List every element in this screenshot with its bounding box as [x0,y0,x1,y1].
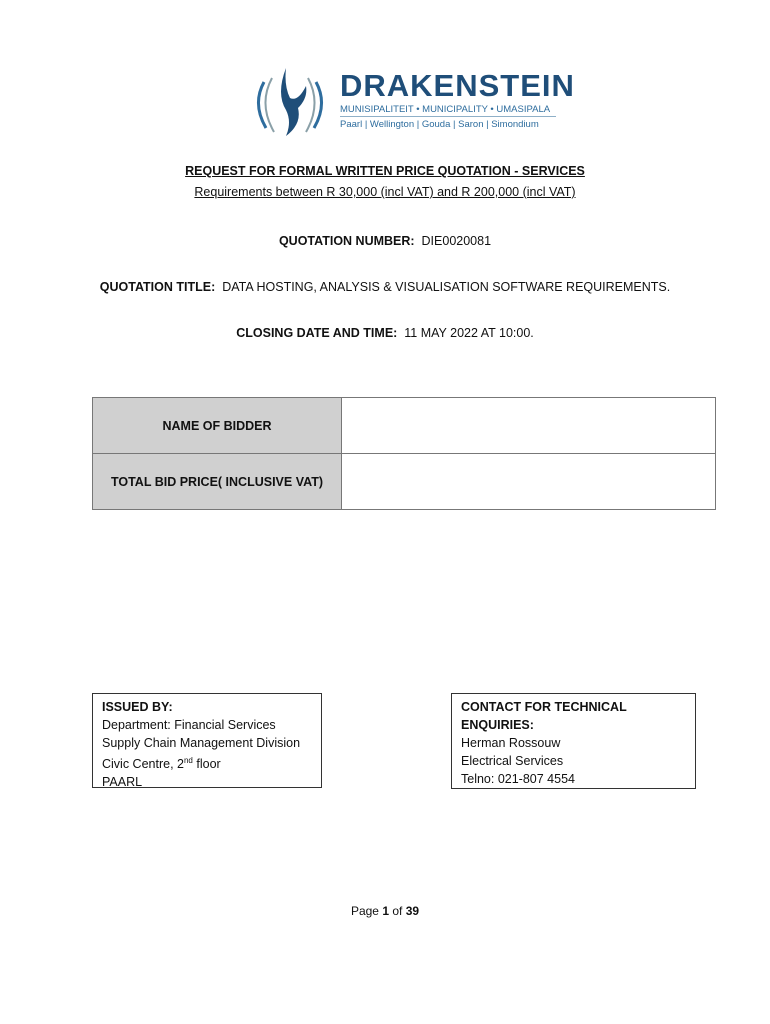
contact-name: Herman Rossouw [461,736,561,750]
logo-towns: Paarl | Wellington | Gouda | Saron | Simondium [340,119,539,130]
document-subtitle: Requirements between R 30,000 (incl VAT) and R 200,000 (incl VAT) [194,185,576,199]
bidder-name-field[interactable] [342,398,716,454]
quotation-title-label: QUOTATION TITLE: [99,280,216,294]
floor-ordinal: nd [183,756,193,765]
issued-by-line: Supply Chain Management Division [102,736,301,750]
total-pages: 39 [405,904,420,918]
issued-by-address [102,752,312,773]
logo-subtitle: MUNISIPALITEIT • MUNICIPALITY • UMASIPALA [340,104,551,115]
contact-telephone: Telno: 021-807 4554 [461,772,575,786]
issued-by-city: PAARL [102,775,143,790]
contact-box [451,693,696,789]
closing-date [0,326,770,340]
quotation-number [0,234,770,248]
page-label: Page [350,904,379,918]
document-title: REQUEST FOR FORMAL WRITTEN PRICE QUOTATION - SERVICES [185,164,585,178]
total-bid-price-label: TOTAL BID PRICE( INCLUSIVE VAT) [93,454,342,510]
quotation-title [0,280,770,294]
logo-figure-icon [250,64,330,140]
civic-centre: Civic Centre, 2 [102,757,184,772]
bid-table [92,397,716,510]
closing-date-value: 11 MAY 2022 AT 10:00. [404,326,534,340]
logo-name: DRAKENSTEIN [340,68,575,103]
of-label: of [392,904,403,918]
closing-date-label: CLOSING DATE AND TIME: [236,326,398,340]
drakenstein-logo [250,64,575,140]
bidder-name-label: NAME OF BIDDER [93,398,342,454]
table-row [93,398,716,454]
logo-divider [340,116,556,117]
issued-by-box [92,693,322,788]
issued-by-heading: ISSUED BY: [102,700,173,714]
table-row [93,454,716,510]
total-bid-price-field[interactable] [342,454,716,510]
current-page: 1 [382,904,389,918]
floor-text: floor [192,757,221,772]
quotation-number-value: DIE0020081 [421,234,492,248]
page-number [0,904,770,918]
quotation-number-label: QUOTATION NUMBER: [278,234,415,248]
issued-by-line: Department: Financial Services [102,718,276,732]
contact-department: Electrical Services [461,754,564,768]
contact-heading: CONTACT FOR TECHNICAL ENQUIRIES: [461,700,627,732]
quotation-title-value: DATA HOSTING, ANALYSIS & VISUALISATION SOFTWARE REQUIREMENTS. [222,280,671,294]
